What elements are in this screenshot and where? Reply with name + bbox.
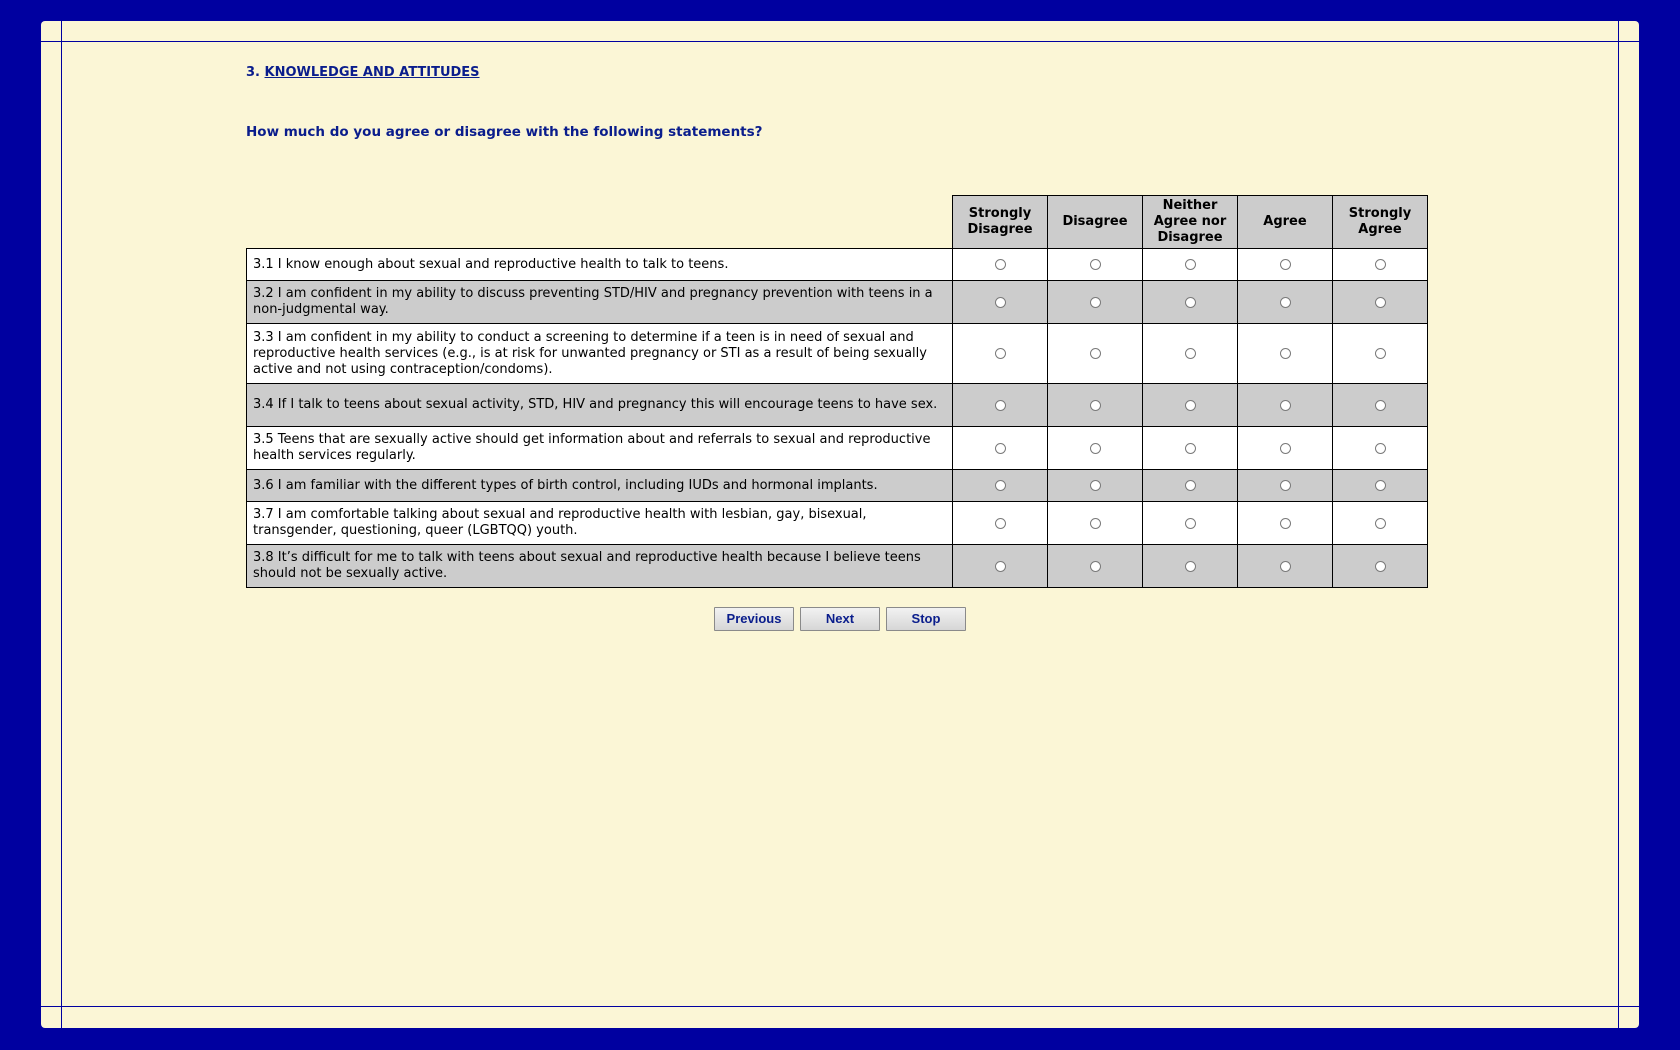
radio-cell xyxy=(953,545,1048,588)
header-strongly-disagree: Strongly Disagree xyxy=(953,196,1048,249)
radio-neither[interactable] xyxy=(1185,480,1196,491)
radio-cell xyxy=(1238,249,1333,281)
radio-cell xyxy=(1238,502,1333,545)
radio-disagree[interactable] xyxy=(1090,518,1101,529)
radio-neither[interactable] xyxy=(1185,561,1196,572)
section-heading xyxy=(246,65,1446,81)
radio-cell xyxy=(1333,502,1428,545)
radio-disagree[interactable] xyxy=(1090,297,1101,308)
radio-agree[interactable] xyxy=(1280,518,1291,529)
radio-agree[interactable] xyxy=(1280,348,1291,359)
radio-cell xyxy=(953,249,1048,281)
statement-text: 3.2 I am confident in my ability to discuss preventing STD/HIV and pregnancy prevention with teens in a non-judgmental way. xyxy=(247,281,953,324)
statement-text: 3.7 I am comfortable talking about sexual and reproductive health with lesbian, gay, bisexual, transgender, questioning, queer (LGBTQQ) youth. xyxy=(247,502,953,545)
radio-disagree[interactable] xyxy=(1090,348,1101,359)
radio-neither[interactable] xyxy=(1185,400,1196,411)
radio-strongly-disagree[interactable] xyxy=(995,259,1006,270)
header-row xyxy=(247,196,1428,249)
statement-row-3-1 xyxy=(247,249,1428,281)
radio-agree[interactable] xyxy=(1280,400,1291,411)
radio-cell xyxy=(1143,427,1238,470)
radio-cell xyxy=(1143,502,1238,545)
radio-strongly-disagree[interactable] xyxy=(995,518,1006,529)
radio-cell xyxy=(953,427,1048,470)
radio-cell xyxy=(1143,545,1238,588)
radio-strongly-disagree[interactable] xyxy=(995,443,1006,454)
survey-content xyxy=(246,65,1446,626)
statement-row-3-7 xyxy=(247,502,1428,545)
question-text: How much do you agree or disagree with the following statements? xyxy=(246,124,763,140)
radio-cell xyxy=(953,384,1048,427)
frame-line-top xyxy=(41,41,1639,42)
radio-cell xyxy=(1048,502,1143,545)
radio-cell xyxy=(1048,249,1143,281)
radio-strongly-agree[interactable] xyxy=(1375,259,1386,270)
statement-row-3-5 xyxy=(247,427,1428,470)
next-button[interactable]: Next xyxy=(800,607,880,631)
radio-cell xyxy=(1238,384,1333,427)
radio-neither[interactable] xyxy=(1185,297,1196,308)
previous-button[interactable]: Previous xyxy=(714,607,794,631)
radio-cell xyxy=(953,470,1048,502)
statement-text: 3.5 Teens that are sexually active should get information about and referrals to sexual and reproductive health services regularly. xyxy=(247,427,953,470)
radio-neither[interactable] xyxy=(1185,518,1196,529)
section-number: 3. xyxy=(246,65,260,80)
statement-row-3-8 xyxy=(247,545,1428,588)
radio-strongly-agree[interactable] xyxy=(1375,518,1386,529)
radio-strongly-disagree[interactable] xyxy=(995,561,1006,572)
radio-cell xyxy=(953,324,1048,384)
frame-line-right xyxy=(1618,21,1619,1028)
header-strongly-agree: Strongly Agree xyxy=(1333,196,1428,249)
radio-cell xyxy=(1048,545,1143,588)
section-title-link[interactable]: KNOWLEDGE AND ATTITUDES xyxy=(264,65,480,80)
radio-neither[interactable] xyxy=(1185,259,1196,270)
statement-row-3-3 xyxy=(247,324,1428,384)
radio-cell xyxy=(1238,470,1333,502)
radio-strongly-agree[interactable] xyxy=(1375,480,1386,491)
header-agree: Agree xyxy=(1238,196,1333,249)
survey-page xyxy=(41,21,1639,1028)
radio-strongly-agree[interactable] xyxy=(1375,561,1386,572)
statement-text: 3.3 I am confident in my ability to conduct a screening to determine if a teen is in need of sexual and reproductive health services (e.g., is at risk for unwanted pregnancy or STI as a result of being sexually active and not using contraception/condoms). xyxy=(247,324,953,384)
radio-cell xyxy=(1238,281,1333,324)
radio-agree[interactable] xyxy=(1280,443,1291,454)
radio-strongly-disagree[interactable] xyxy=(995,348,1006,359)
radio-cell xyxy=(1333,384,1428,427)
radio-agree[interactable] xyxy=(1280,259,1291,270)
statement-row-3-4 xyxy=(247,384,1428,427)
radio-strongly-disagree[interactable] xyxy=(995,480,1006,491)
radio-strongly-agree[interactable] xyxy=(1375,443,1386,454)
statement-text: 3.1 I know enough about sexual and reproductive health to talk to teens. xyxy=(247,249,953,281)
radio-cell xyxy=(1333,324,1428,384)
radio-cell xyxy=(953,502,1048,545)
radio-cell xyxy=(1143,470,1238,502)
radio-cell xyxy=(1333,249,1428,281)
radio-cell xyxy=(1048,427,1143,470)
radio-disagree[interactable] xyxy=(1090,561,1101,572)
radio-agree[interactable] xyxy=(1280,480,1291,491)
radio-cell xyxy=(1143,324,1238,384)
header-disagree: Disagree xyxy=(1048,196,1143,249)
likert-table xyxy=(246,195,1428,588)
radio-neither[interactable] xyxy=(1185,443,1196,454)
radio-cell xyxy=(1048,384,1143,427)
radio-strongly-disagree[interactable] xyxy=(995,297,1006,308)
radio-cell xyxy=(1238,545,1333,588)
radio-cell xyxy=(1143,249,1238,281)
radio-strongly-disagree[interactable] xyxy=(995,400,1006,411)
radio-cell xyxy=(953,281,1048,324)
radio-cell xyxy=(1048,281,1143,324)
radio-cell xyxy=(1238,427,1333,470)
radio-strongly-agree[interactable] xyxy=(1375,400,1386,411)
radio-disagree[interactable] xyxy=(1090,259,1101,270)
radio-agree[interactable] xyxy=(1280,297,1291,308)
header-blank-cell xyxy=(247,196,953,249)
radio-strongly-agree[interactable] xyxy=(1375,348,1386,359)
radio-neither[interactable] xyxy=(1185,348,1196,359)
radio-cell xyxy=(1333,427,1428,470)
frame-line-bottom xyxy=(41,1006,1639,1007)
radio-agree[interactable] xyxy=(1280,561,1291,572)
radio-cell xyxy=(1333,470,1428,502)
radio-cell xyxy=(1333,545,1428,588)
statement-text: 3.8 It’s difficult for me to talk with teens about sexual and reproductive health because I believe teens should not be sexually active. xyxy=(247,545,953,588)
radio-disagree[interactable] xyxy=(1090,443,1101,454)
radio-disagree[interactable] xyxy=(1090,480,1101,491)
navigation-buttons xyxy=(714,607,966,631)
radio-cell xyxy=(1238,324,1333,384)
header-neither: Neither Agree nor Disagree xyxy=(1143,196,1238,249)
statement-row-3-6 xyxy=(247,470,1428,502)
radio-cell xyxy=(1143,384,1238,427)
stop-button[interactable]: Stop xyxy=(886,607,966,631)
radio-disagree[interactable] xyxy=(1090,400,1101,411)
radio-cell xyxy=(1048,470,1143,502)
statement-row-3-2 xyxy=(247,281,1428,324)
radio-strongly-agree[interactable] xyxy=(1375,297,1386,308)
radio-cell xyxy=(1333,281,1428,324)
radio-cell xyxy=(1143,281,1238,324)
statement-text: 3.4 If I talk to teens about sexual activity, STD, HIV and pregnancy this will encourage teens to have sex. xyxy=(247,384,953,427)
statement-text: 3.6 I am familiar with the different types of birth control, including IUDs and hormonal implants. xyxy=(247,470,953,502)
radio-cell xyxy=(1048,324,1143,384)
frame-line-left xyxy=(61,21,62,1028)
